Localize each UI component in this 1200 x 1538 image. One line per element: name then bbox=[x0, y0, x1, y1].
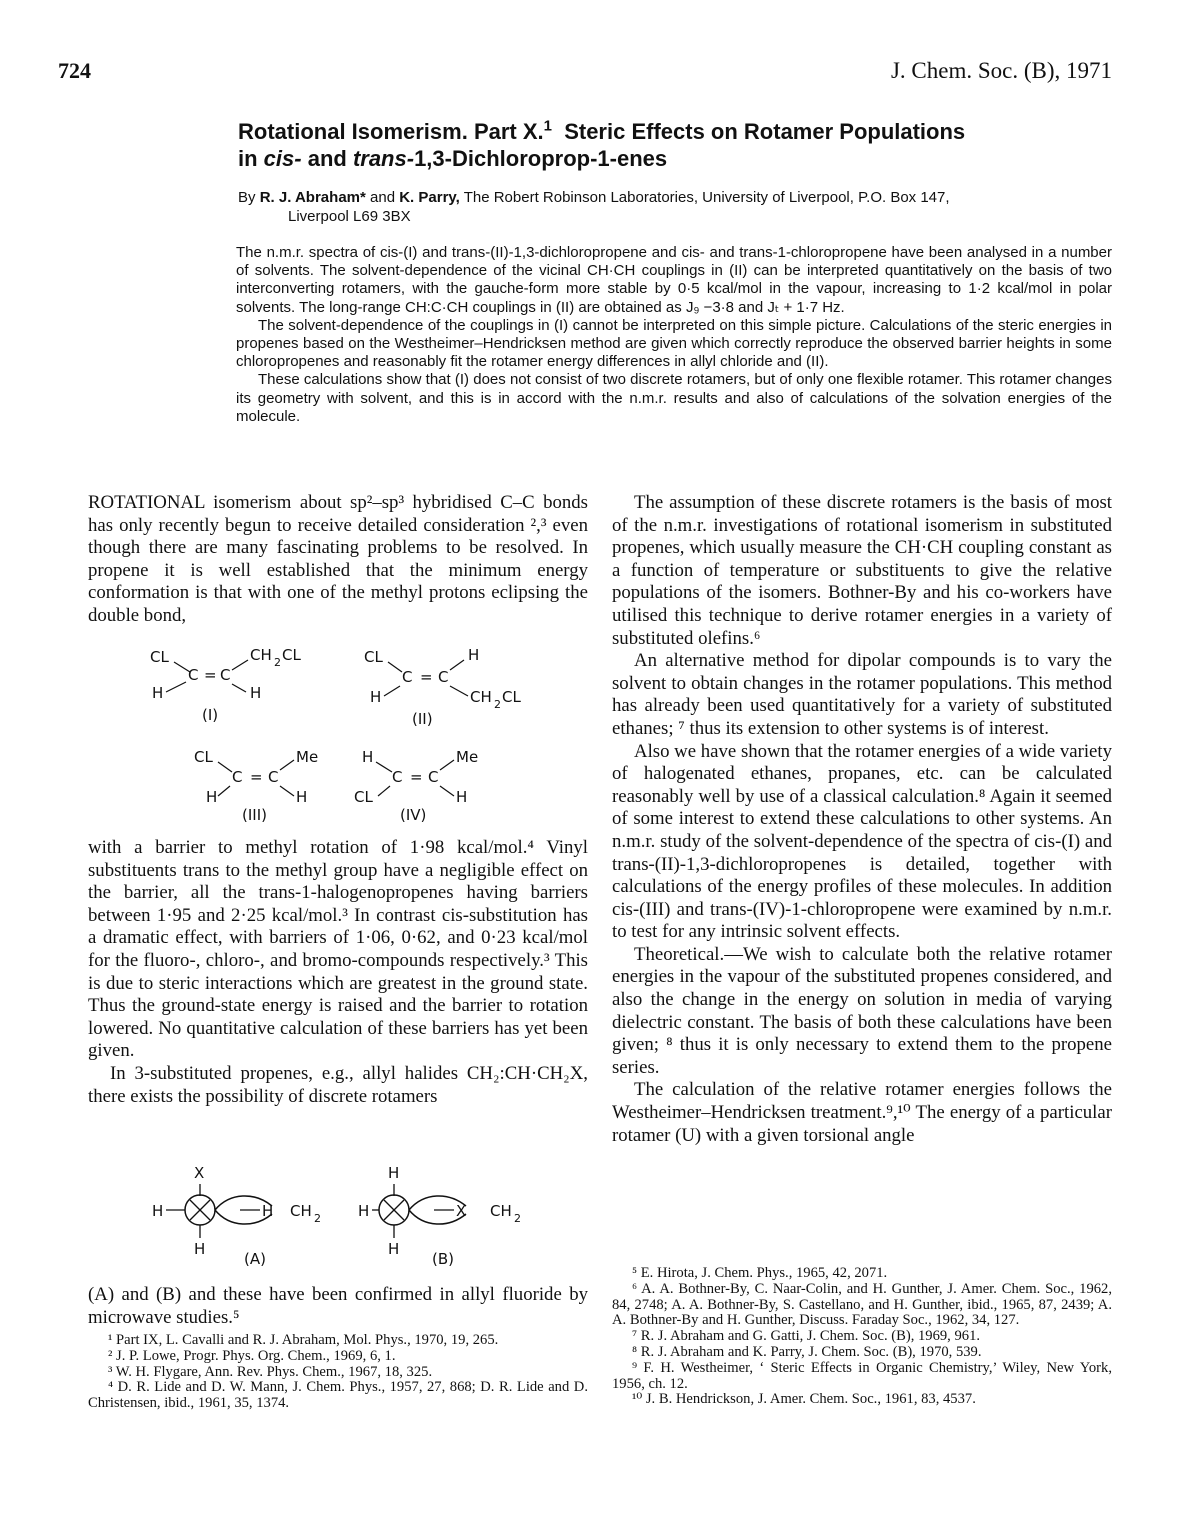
title-part: Rotational Isomerism. Part X. bbox=[238, 119, 544, 144]
author-2: K. Parry, bbox=[399, 189, 460, 206]
atom-label: X bbox=[194, 1164, 205, 1182]
subscript: 2 bbox=[494, 698, 501, 711]
atom-label: C bbox=[232, 768, 243, 786]
author-1: R. J. Abraham* bbox=[259, 189, 366, 206]
footnote: ⁹ F. H. Westheimer, ‘ Steric Effects in Organic Chemistry,’ Wiley, New York, 1956, ch. 12. bbox=[612, 1359, 1112, 1392]
title-part: 1,3-Dichloroprop-1-enes bbox=[414, 146, 668, 171]
footnote: ⁸ R. J. Abraham and K. Parry, J. Chem. Soc. (B), 1970, 539. bbox=[632, 1343, 982, 1360]
author-block bbox=[238, 188, 1118, 226]
structure-label-ii: (II) bbox=[412, 710, 433, 728]
right-column bbox=[612, 492, 1112, 1147]
left-footnotes bbox=[88, 1333, 588, 1412]
body-paragraph: The assumption of these discrete rotamers is the basis of most of the n.m.r. investigations of rotational isomerism in substituted propenes, which usually measure the CH·CH coupling constant as a function of temperature or substituents to give the relative populations of the isomers. Bothner-By and his co-workers have utilised this technique to derive rotamer energies in a variety of substituted olefins.⁶ bbox=[612, 492, 1112, 649]
journal-reference: J. Chem. Soc. (B), 1971 bbox=[890, 58, 1112, 83]
atom-label: C bbox=[392, 768, 403, 786]
atom-label: H bbox=[194, 1240, 206, 1258]
author-line bbox=[238, 188, 1118, 207]
body-paragraph: Theoretical.—We wish to calculate both the relative rotamer energies in the vapour of the substituted propenes considered, and also the change in the energy on solution in media of varying dielectric constant. The basis of both these calculations have been given; ⁸ thus it is only necessary to extend them to the propene series. bbox=[612, 943, 1112, 1078]
body-paragraph: An alternative method for dipolar compounds is to vary the solvent to obtain changes in the rotamer populations. This method has already been used quantitatively for a variety of substituted ethanes; ⁷ thus its extension to other systems is of interest. bbox=[612, 650, 1112, 739]
subscript: 2 bbox=[314, 1212, 321, 1225]
title-part: and bbox=[301, 146, 353, 171]
atom-label: H bbox=[152, 684, 164, 702]
author-and: and bbox=[365, 189, 400, 206]
subscript: 2 bbox=[514, 1212, 521, 1225]
atom-label: C bbox=[268, 768, 279, 786]
affiliation: The Robert Robinson Laboratories, University of Liverpool, P.O. Box 147, bbox=[459, 189, 950, 206]
title-part: Steric Effects on Rotamer Populations bbox=[551, 119, 966, 144]
body-paragraph: with a barrier to methyl rotation of 1·98 kcal/mol.⁴ Vinyl substituents trans to the methyl group have a negligible effect on the barrier, all the trans-1-halogenopropenes having barriers between 1·95 and 2·25 kcal/mol.³ In contrast cis-substitution has a dramatic effect, with barriers of 1·06, 0·62, and 0·23 kcal/mol for the fluoro-, chloro-, and bromo-compounds respectively.³ This is due to steric interactions which are greatest in the ground state. Thus the ground-state energy is raised and the barrier to rotation lowered. No quantitative calculation of these barriers has yet been given. bbox=[88, 837, 588, 1062]
atom-label: = bbox=[410, 768, 423, 786]
footnote: ⁵ E. Hirota, J. Chem. Phys., 1965, 42, 2071. bbox=[632, 1265, 888, 1281]
atom-label: CL bbox=[282, 646, 301, 664]
atom-label: CH bbox=[470, 688, 492, 706]
page-number: 724 bbox=[58, 58, 91, 83]
atom-label: H bbox=[296, 788, 308, 806]
body-paragraph: ROTATIONAL isomerism about sp²–sp³ hybridised C–C bonds has only recently begun to receive detailed consideration ²,³ even though there are many fascinating problems to be resolved. In propene it is well established that the minimum energy conformation is that with one of the methyl protons eclipsing the double bond, bbox=[88, 492, 588, 626]
structures-i-to-iv bbox=[130, 640, 550, 830]
atom-label: CH bbox=[490, 1202, 512, 1220]
atom-label: C bbox=[438, 668, 449, 686]
structure-label-i: (I) bbox=[202, 706, 219, 724]
footnote: ⁶ A. A. Bothner-By, C. Naar-Colin, and H. Gunther, J. Amer. Chem. Soc., 1962, 84, 2748; A. A. Bothner-By, S. Castellano, and H. Gunther, ibid., 1965, 87, 2439; A. A. Bothner-By and H. Gunther, Discuss. Faraday Soc., 1962, 34, 127. bbox=[612, 1280, 1112, 1329]
footnote: ³ W. H. Flygare, Ann. Rev. Phys. Chem., 1967, 18, 325. bbox=[108, 1363, 433, 1380]
atom-label: C bbox=[428, 768, 439, 786]
atom-label: C bbox=[188, 666, 199, 684]
atom-label: H bbox=[456, 788, 468, 806]
atom-label: H bbox=[362, 748, 374, 766]
title-ref: 1 bbox=[543, 117, 552, 135]
atom-label: X bbox=[456, 1202, 467, 1220]
left-column-middle bbox=[88, 837, 588, 1108]
structure-label-iv: (IV) bbox=[400, 806, 427, 824]
footnote: ⁴ D. R. Lide and D. W. Mann, J. Chem. Phys., 1957, 27, 868; D. R. Lide and D. Christensen, ibid., 1961, 35, 1374. bbox=[88, 1379, 588, 1412]
atom-label: H bbox=[370, 688, 382, 706]
footnote: ¹ Part IX, L. Cavalli and R. J. Abraham, Mol. Phys., 1970, 19, 265. bbox=[108, 1332, 499, 1348]
atom-label: H bbox=[388, 1164, 400, 1182]
subscript: 2 bbox=[274, 656, 281, 669]
abstract-paragraph-1: The n.m.r. spectra of cis-(I) and trans-(II)-1,3-dichloropropene and cis- and trans-1-chloropropene have been analysed in a number of solvents. The solvent-dependence of the vicinal CH·CH couplings in (II) can be interpreted quantitatively on the basis of two interconverting rotamers, with the gauche-form more stable by 0·5 kcal/mol in the vapour, increasing to 1·2 kcal/mol in polar solvents. The long-range CH:C·CH couplings in (II) are obtained as J₉ −3·8 and Jₜ + 1·7 Hz. bbox=[236, 244, 1112, 316]
abstract-paragraph-3: These calculations show that (I) does not consist of two discrete rotamers, but of only one flexible rotamer. This rotamer changes its geometry with solvent, and this is in accord with the n.m.r. results and also of calculations of the solvation energies of the molecule. bbox=[236, 371, 1112, 425]
body-paragraph: Also we have shown that the rotamer energies of a wide variety of halogenated ethanes, propanes, etc. can be calculated reasonably well by use of a classical calculation.⁸ Again it seemed of some interest to extend these calculations to other systems. An n.m.r. study of the solvent-dependence of the spectra of cis-(I) and trans-(II)-1,3-dichloropropenes is detailed, together with calculations of the energy profiles of these molecules. In addition cis-(III) and trans-(IV)-1-chloropropene were examined by n.m.r. to test for any intrinsic solvent effects. bbox=[612, 740, 1112, 943]
atom-label: H bbox=[206, 788, 218, 806]
body-paragraph: (A) and (B) and these have been confirmed in allyl fluoride by microwave studies.⁵ bbox=[88, 1284, 588, 1328]
body-paragraph: The calculation of the relative rotamer energies follows the Westheimer–Hendricksen treatment.⁹,¹⁰ The energy of a particular rotamer (U) with a given torsional angle bbox=[612, 1079, 1112, 1146]
atom-label: CL bbox=[194, 748, 213, 766]
title-trans: trans- bbox=[352, 146, 415, 171]
atom-label: CH bbox=[250, 646, 272, 664]
rotamer-projections bbox=[140, 1160, 560, 1275]
title-cis: cis- bbox=[263, 146, 302, 171]
atom-label: CL bbox=[502, 688, 521, 706]
atom-label: CL bbox=[150, 648, 169, 666]
atom-label: Me bbox=[296, 748, 319, 766]
atom-label: H bbox=[468, 646, 480, 664]
body-paragraph: In 3-substituted propenes, e.g., allyl halides CH₂:CH·CH₂X, there exists the possibility of discrete rotamers bbox=[88, 1062, 588, 1107]
atom-label: CL bbox=[364, 648, 383, 666]
atom-label: H bbox=[262, 1202, 274, 1220]
atom-label: H bbox=[152, 1202, 164, 1220]
footnote: ² J. P. Lowe, Progr. Phys. Org. Chem., 1969, 6, 1. bbox=[108, 1347, 396, 1364]
atom-label: Me bbox=[456, 748, 479, 766]
structure-label-iii: (III) bbox=[242, 806, 267, 824]
atom-label: H bbox=[358, 1202, 370, 1220]
atom-label: = bbox=[204, 666, 217, 684]
by-label: By bbox=[238, 189, 260, 206]
atom-label: = bbox=[420, 668, 433, 686]
atom-label: CH bbox=[290, 1202, 312, 1220]
structure-label-b: (B) bbox=[432, 1250, 454, 1268]
left-column-end bbox=[88, 1284, 588, 1329]
title-line-2 bbox=[238, 145, 1118, 172]
article-title bbox=[238, 118, 1118, 172]
title-part: in bbox=[238, 146, 264, 171]
atom-label: C bbox=[402, 668, 413, 686]
address: Liverpool L69 3BX bbox=[288, 208, 411, 225]
right-footnotes bbox=[612, 1266, 1112, 1408]
atom-label: = bbox=[250, 768, 263, 786]
abstract-paragraph-2: The solvent-dependence of the couplings in (I) cannot be interpreted on this simple picture. Calculations of the steric energies in propenes based on the Westheimer–Hendricksen method are given which correctly reproduce the observed barrier heights in some chloropropenes and reasonably fit the rotamer energy differences in allyl chloride and (II). bbox=[236, 316, 1112, 371]
abstract bbox=[236, 244, 1112, 426]
atom-label: H bbox=[250, 684, 262, 702]
footnote: ¹⁰ J. B. Hendrickson, J. Amer. Chem. Soc., 1961, 83, 4537. bbox=[632, 1391, 976, 1408]
footnote: ⁷ R. J. Abraham and G. Gatti, J. Chem. Soc. (B), 1969, 961. bbox=[632, 1328, 981, 1345]
structure-label-a: (A) bbox=[244, 1250, 266, 1268]
left-column-intro bbox=[88, 492, 588, 628]
atom-label: CL bbox=[354, 788, 373, 806]
title-line-1 bbox=[238, 118, 1118, 145]
atom-label: H bbox=[388, 1240, 400, 1258]
atom-label: C bbox=[220, 666, 231, 684]
